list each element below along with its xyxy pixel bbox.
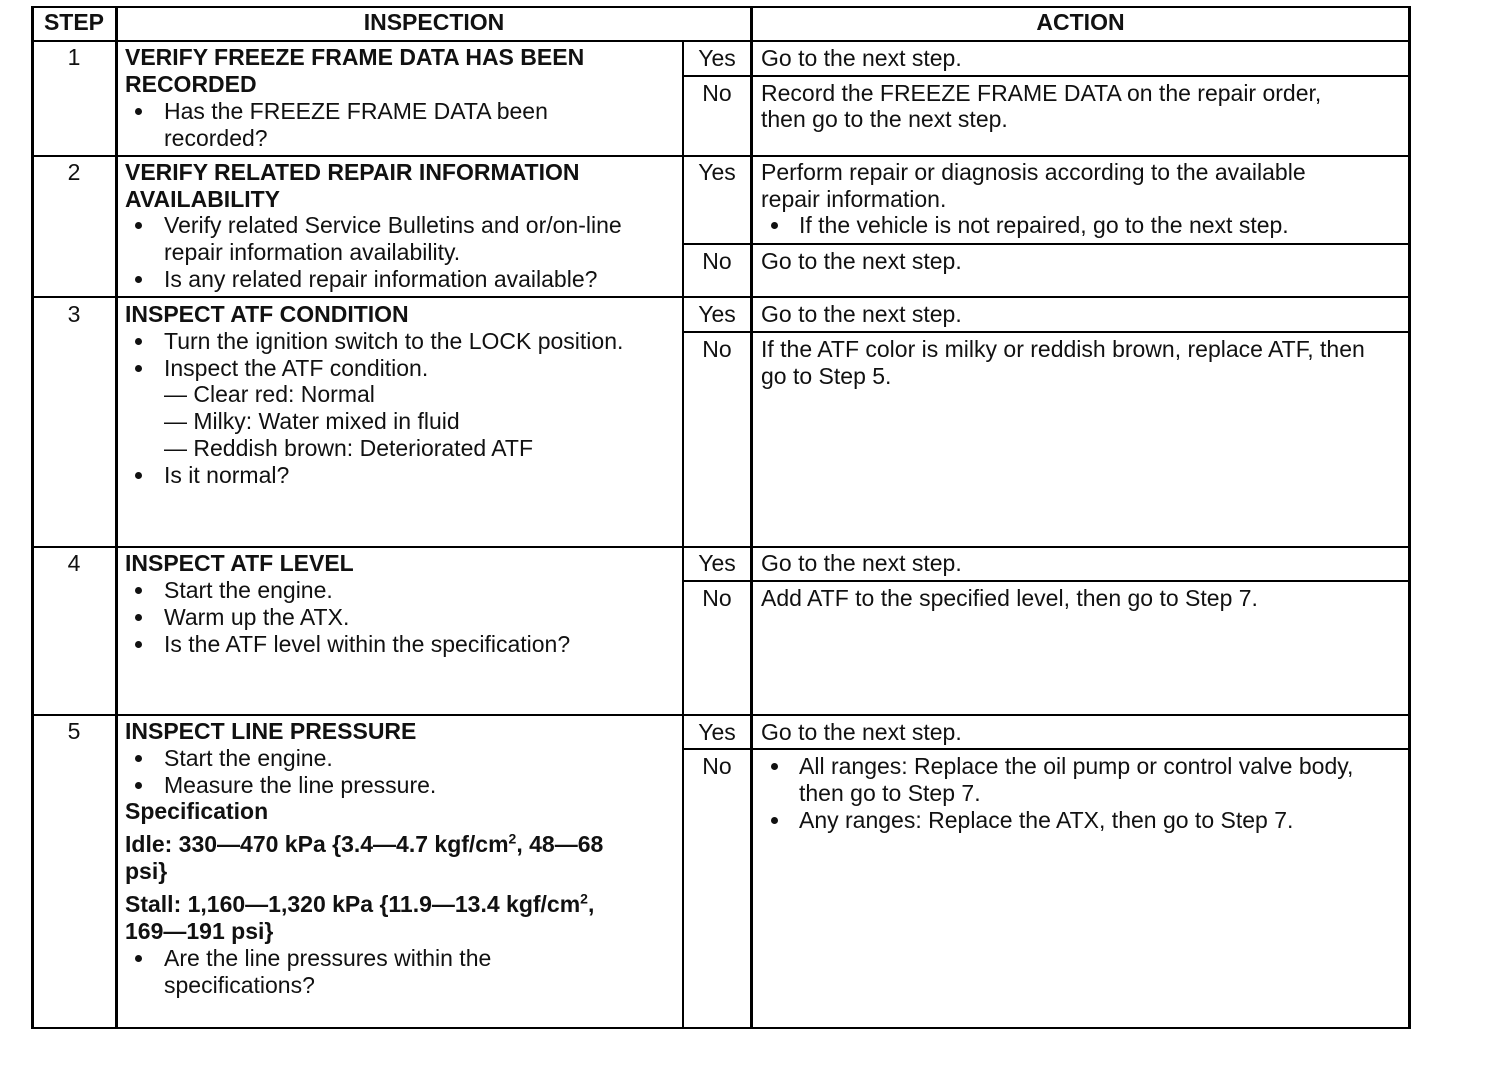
yes-action-2: Perform repair or diagnosis according to the available (761, 159, 1306, 185)
bullet-icon (135, 614, 142, 621)
row-divider-3-4 (31, 546, 1411, 548)
yes-action-1: Go to the next step. (761, 45, 962, 71)
spec-idle-b: , 48—68 (516, 831, 604, 857)
header-divider (31, 40, 1411, 42)
spec-label: Specification (125, 798, 269, 824)
table-border-top (31, 6, 1411, 8)
yes-no-divider-1 (683, 75, 1411, 77)
step-5-item-3-cont: specifications? (164, 972, 315, 998)
step-3-dash-1: — Clear red: Normal (164, 381, 375, 407)
yes-action-2-cont: repair information. (761, 186, 947, 212)
yesno-column-divider (682, 40, 684, 1029)
bullet-icon (135, 755, 142, 762)
spec-stall-cont: 169—191 psi} (125, 918, 274, 944)
step-5-item-1: Start the engine. (164, 745, 333, 771)
yes-action-4: Go to the next step. (761, 550, 962, 576)
step-5-title: INSPECT LINE PRESSURE (125, 718, 417, 744)
spec-idle-cont: psi} (125, 858, 168, 884)
row-divider-1-2 (31, 155, 1411, 157)
step-1-item-1: Has the FREEZE FRAME DATA been (164, 98, 548, 124)
no-label-1: No (702, 80, 732, 106)
header-action: ACTION (1036, 9, 1125, 35)
step-3-dash-3: — Reddish brown: Deteriorated ATF (164, 435, 534, 461)
step-4-item-3: Is the ATF level within the specification? (164, 631, 571, 657)
step-1-title: VERIFY FREEZE FRAME DATA HAS BEEN (125, 44, 585, 70)
step-4-item-1: Start the engine. (164, 577, 333, 603)
no-action-3-cont: go to Step 5. (761, 363, 892, 389)
step-3-title: INSPECT ATF CONDITION (125, 301, 409, 327)
spec-idle (125, 831, 603, 858)
yes-no-divider-4 (683, 580, 1411, 582)
step-5-item-3: Are the line pressures within the (164, 945, 492, 971)
row-divider-4-5 (31, 714, 1411, 716)
bullet-icon (135, 365, 142, 372)
bullet-icon (135, 587, 142, 594)
step-3-dash-2: — Milky: Water mixed in fluid (164, 408, 460, 434)
step-4-title: INSPECT ATF LEVEL (125, 550, 354, 576)
step-2-title-2: AVAILABILITY (125, 186, 281, 212)
step-2-title: VERIFY RELATED REPAIR INFORMATION (125, 159, 580, 185)
step-number-4: 4 (67, 550, 81, 576)
step-3-item-1: Turn the ignition switch to the LOCK position. (164, 328, 624, 354)
bullet-icon (135, 338, 142, 345)
bullet-icon (135, 472, 142, 479)
step-3-item-3: Is it normal? (164, 462, 290, 488)
bullet-icon (135, 955, 142, 962)
no-label-3: No (702, 336, 732, 362)
step-column-divider (115, 6, 118, 1029)
bullet-icon (135, 782, 142, 789)
step-1-title-2: RECORDED (125, 71, 257, 97)
spec-stall-sup: 2 (580, 890, 588, 907)
no-label-4: No (702, 585, 732, 611)
row-divider-2-3 (31, 296, 1411, 298)
no-action-3: If the ATF color is milky or reddish brown, replace ATF, then (761, 336, 1365, 362)
step-number-2: 2 (67, 159, 81, 185)
yes-label-2: Yes (698, 159, 736, 185)
yes-no-divider-3 (683, 331, 1411, 333)
table-border-right (1408, 6, 1411, 1029)
yes-label-1: Yes (698, 45, 736, 71)
yes-action-2-bullet: If the vehicle is not repaired, go to the next step. (799, 212, 1289, 238)
no-action-1-cont: then go to the next step. (761, 106, 1008, 132)
step-number-1: 1 (67, 44, 81, 70)
no-label-5: No (702, 753, 732, 779)
bullet-icon (771, 222, 778, 229)
yes-action-3: Go to the next step. (761, 301, 962, 327)
no-action-4: Add ATF to the specified level, then go to Step 7. (761, 585, 1258, 611)
no-action-5-bullet-2: Any ranges: Replace the ATX, then go to Step 7. (799, 807, 1294, 833)
action-column-divider (750, 6, 753, 1029)
bullet-icon (135, 641, 142, 648)
yes-no-divider-5 (683, 748, 1411, 750)
spec-stall-a: Stall: 1,160—1,320 kPa {11.9—13.4 kgf/cm (125, 891, 581, 917)
no-action-5-bullet-1-cont: then go to Step 7. (799, 780, 981, 806)
yes-no-divider-2 (683, 243, 1411, 245)
no-action-2: Go to the next step. (761, 248, 962, 274)
yes-label-3: Yes (698, 301, 736, 327)
header-step: STEP (43, 9, 105, 35)
step-2-item-1-cont: repair information availability. (164, 239, 461, 265)
bullet-icon (771, 763, 778, 770)
spec-idle-sup: 2 (508, 830, 517, 847)
step-4-item-2: Warm up the ATX. (164, 604, 350, 630)
bullet-icon (771, 817, 778, 824)
step-5-item-2: Measure the line pressure. (164, 772, 437, 798)
step-number-3: 3 (67, 301, 81, 327)
bullet-icon (135, 108, 142, 115)
step-number-5: 5 (67, 718, 81, 744)
no-label-2: No (702, 248, 732, 274)
step-2-item-1: Verify related Service Bulletins and or/on-line (164, 212, 622, 238)
bullet-icon (135, 222, 142, 229)
no-action-5-bullet-1: All ranges: Replace the oil pump or control valve body, (799, 753, 1354, 779)
yes-action-5: Go to the next step. (761, 719, 962, 745)
step-1-item-1-cont: recorded? (164, 125, 268, 151)
yes-label-4: Yes (698, 550, 736, 576)
step-3-item-2: Inspect the ATF condition. (164, 355, 429, 381)
yes-label-5: Yes (698, 719, 736, 745)
header-inspection: INSPECTION (363, 9, 505, 35)
table-border-bottom (31, 1027, 1411, 1029)
spec-stall (125, 891, 594, 918)
bullet-icon (135, 276, 142, 283)
spec-stall-b: , (587, 891, 595, 917)
spec-idle-a: Idle: 330—470 kPa {3.4—4.7 kgf/cm (125, 831, 509, 857)
no-action-1: Record the FREEZE FRAME DATA on the repair order, (761, 80, 1322, 106)
step-2-item-2: Is any related repair information available? (164, 266, 598, 292)
